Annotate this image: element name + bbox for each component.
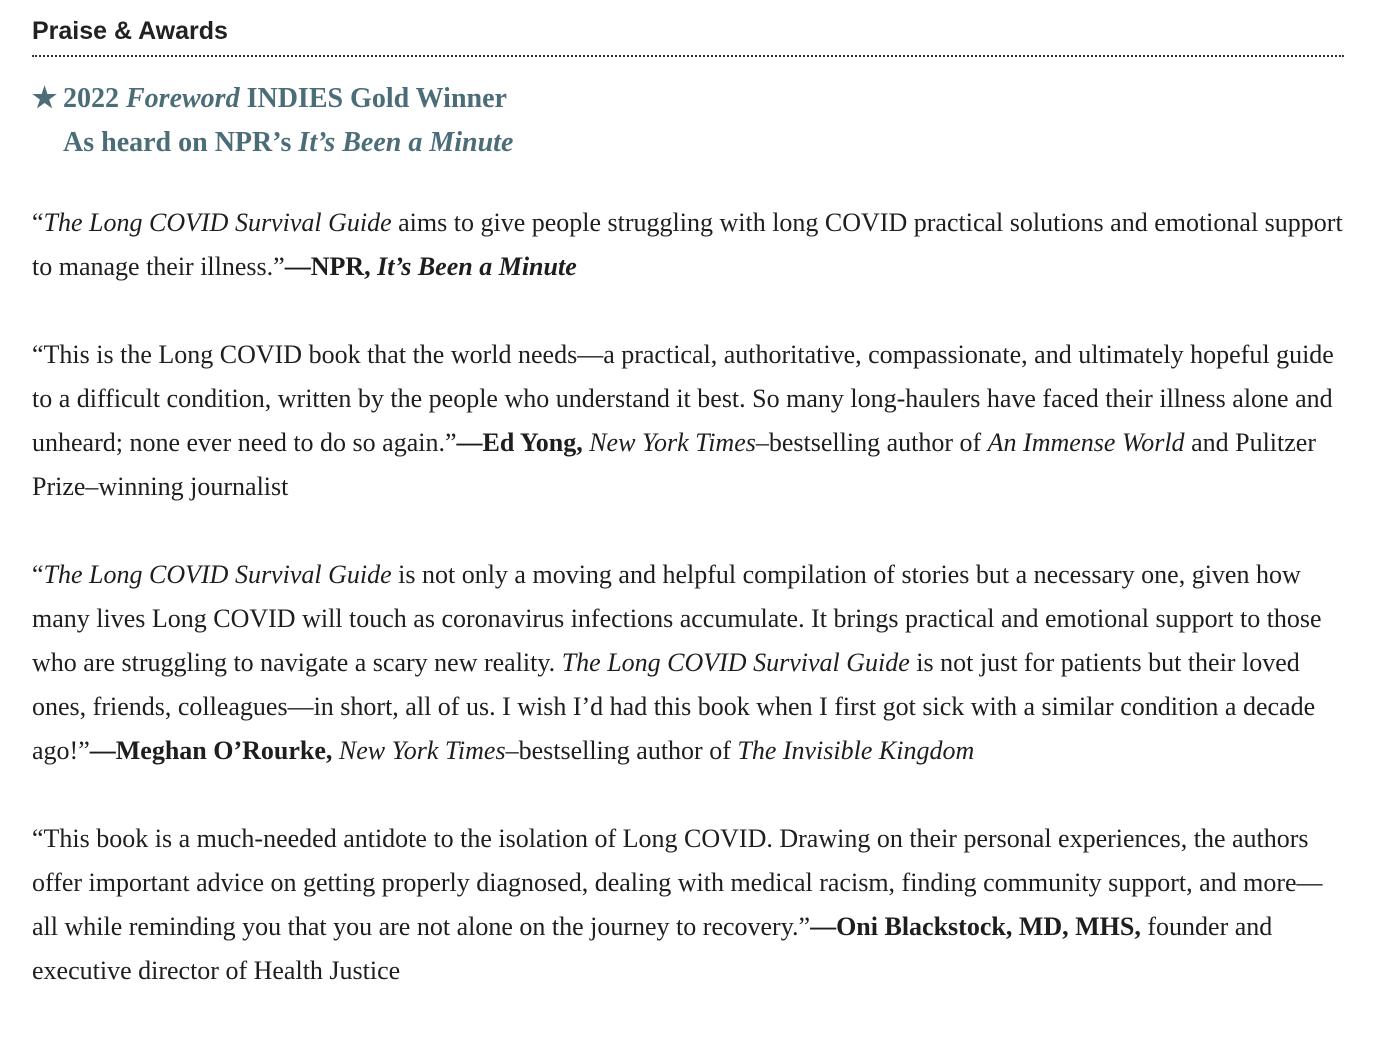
quote-text: –bestselling author of (755, 428, 988, 457)
quote-text: –bestselling author of (505, 736, 738, 765)
quote-oni-blackstock (32, 817, 1344, 993)
quote-attribution: —Ed Yong, (456, 428, 583, 457)
book-title: The Long COVID Survival Guide (43, 208, 392, 237)
award-foreword-indies (32, 77, 1344, 121)
quote-attribution: —NPR, (284, 252, 378, 281)
publication-name: New York Times (589, 428, 756, 457)
section-heading: Praise & Awards (32, 14, 1344, 57)
book-title: An Immense World (987, 428, 1185, 457)
quote-attribution-program: It’s Been a Minute (377, 252, 577, 281)
quote-text: “ (32, 208, 44, 237)
awards-list (32, 77, 1344, 165)
quote-text: “This book is a much-needed antidote to the isolation of Long COVID. Drawing on their personal experiences, the authors offer important advice on getting properly diagnosed, dealing with medical racism, finding community support, and more—all while reminding you that you are not alone on the journey to recovery.” (32, 824, 1323, 941)
award-npr (32, 121, 1344, 165)
star-icon: ★ (32, 83, 58, 114)
book-title: The Invisible Kingdom (737, 736, 975, 765)
quote-meghan-orourke (32, 553, 1344, 773)
quote-text: founder and executive director of Health Justice (32, 912, 1273, 985)
quote-ed-yong (32, 333, 1344, 509)
quote-attribution: —Oni Blackstock, MD, MHS, (810, 912, 1141, 941)
quote-text: is not only a moving and helpful compilation of stories but a necessary one, given how many lives Long COVID will touch as coronavirus infections accumulate. It brings practical and emotional support to those who are struggling to navigate a scary new reality. (32, 560, 1322, 677)
quote-text: is not just for patients but their loved ones, friends, colleagues—in short, all of us. I wish I’d had this book when I first got sick with a similar condition a decade ago!” (32, 648, 1316, 765)
book-title: The Long COVID Survival Guide (43, 560, 392, 589)
quote-npr (32, 201, 1344, 289)
quotes-list (32, 201, 1344, 993)
publication-name: New York Times (338, 736, 506, 765)
award-publication: Foreword (126, 83, 240, 114)
quote-text: “This is the Long COVID book that the world needs—a practical, authoritative, compassionate, and ultimately hopeful guide to a difficult condition, written by the people who understand it best. So many long-haulers have faced their illness alone and unheard; none ever need to do so again.” (32, 340, 1334, 457)
quote-text: “ (32, 560, 44, 589)
praise-awards-section (32, 14, 1344, 993)
quote-attribution: —Meghan O’Rourke, (89, 736, 333, 765)
award-program: It’s Been a Minute (298, 127, 514, 158)
book-title: The Long COVID Survival Guide (561, 648, 910, 677)
quote-text: and Pulitzer Prize–winning journalist (32, 428, 1316, 501)
quote-text: aims to give people struggling with long COVID practical solutions and emotional support to manage their illness.” (32, 208, 1343, 281)
award-text: As heard on NPR’s (63, 127, 299, 158)
award-text: 2022 (63, 83, 126, 114)
award-text: INDIES Gold Winner (239, 83, 507, 114)
